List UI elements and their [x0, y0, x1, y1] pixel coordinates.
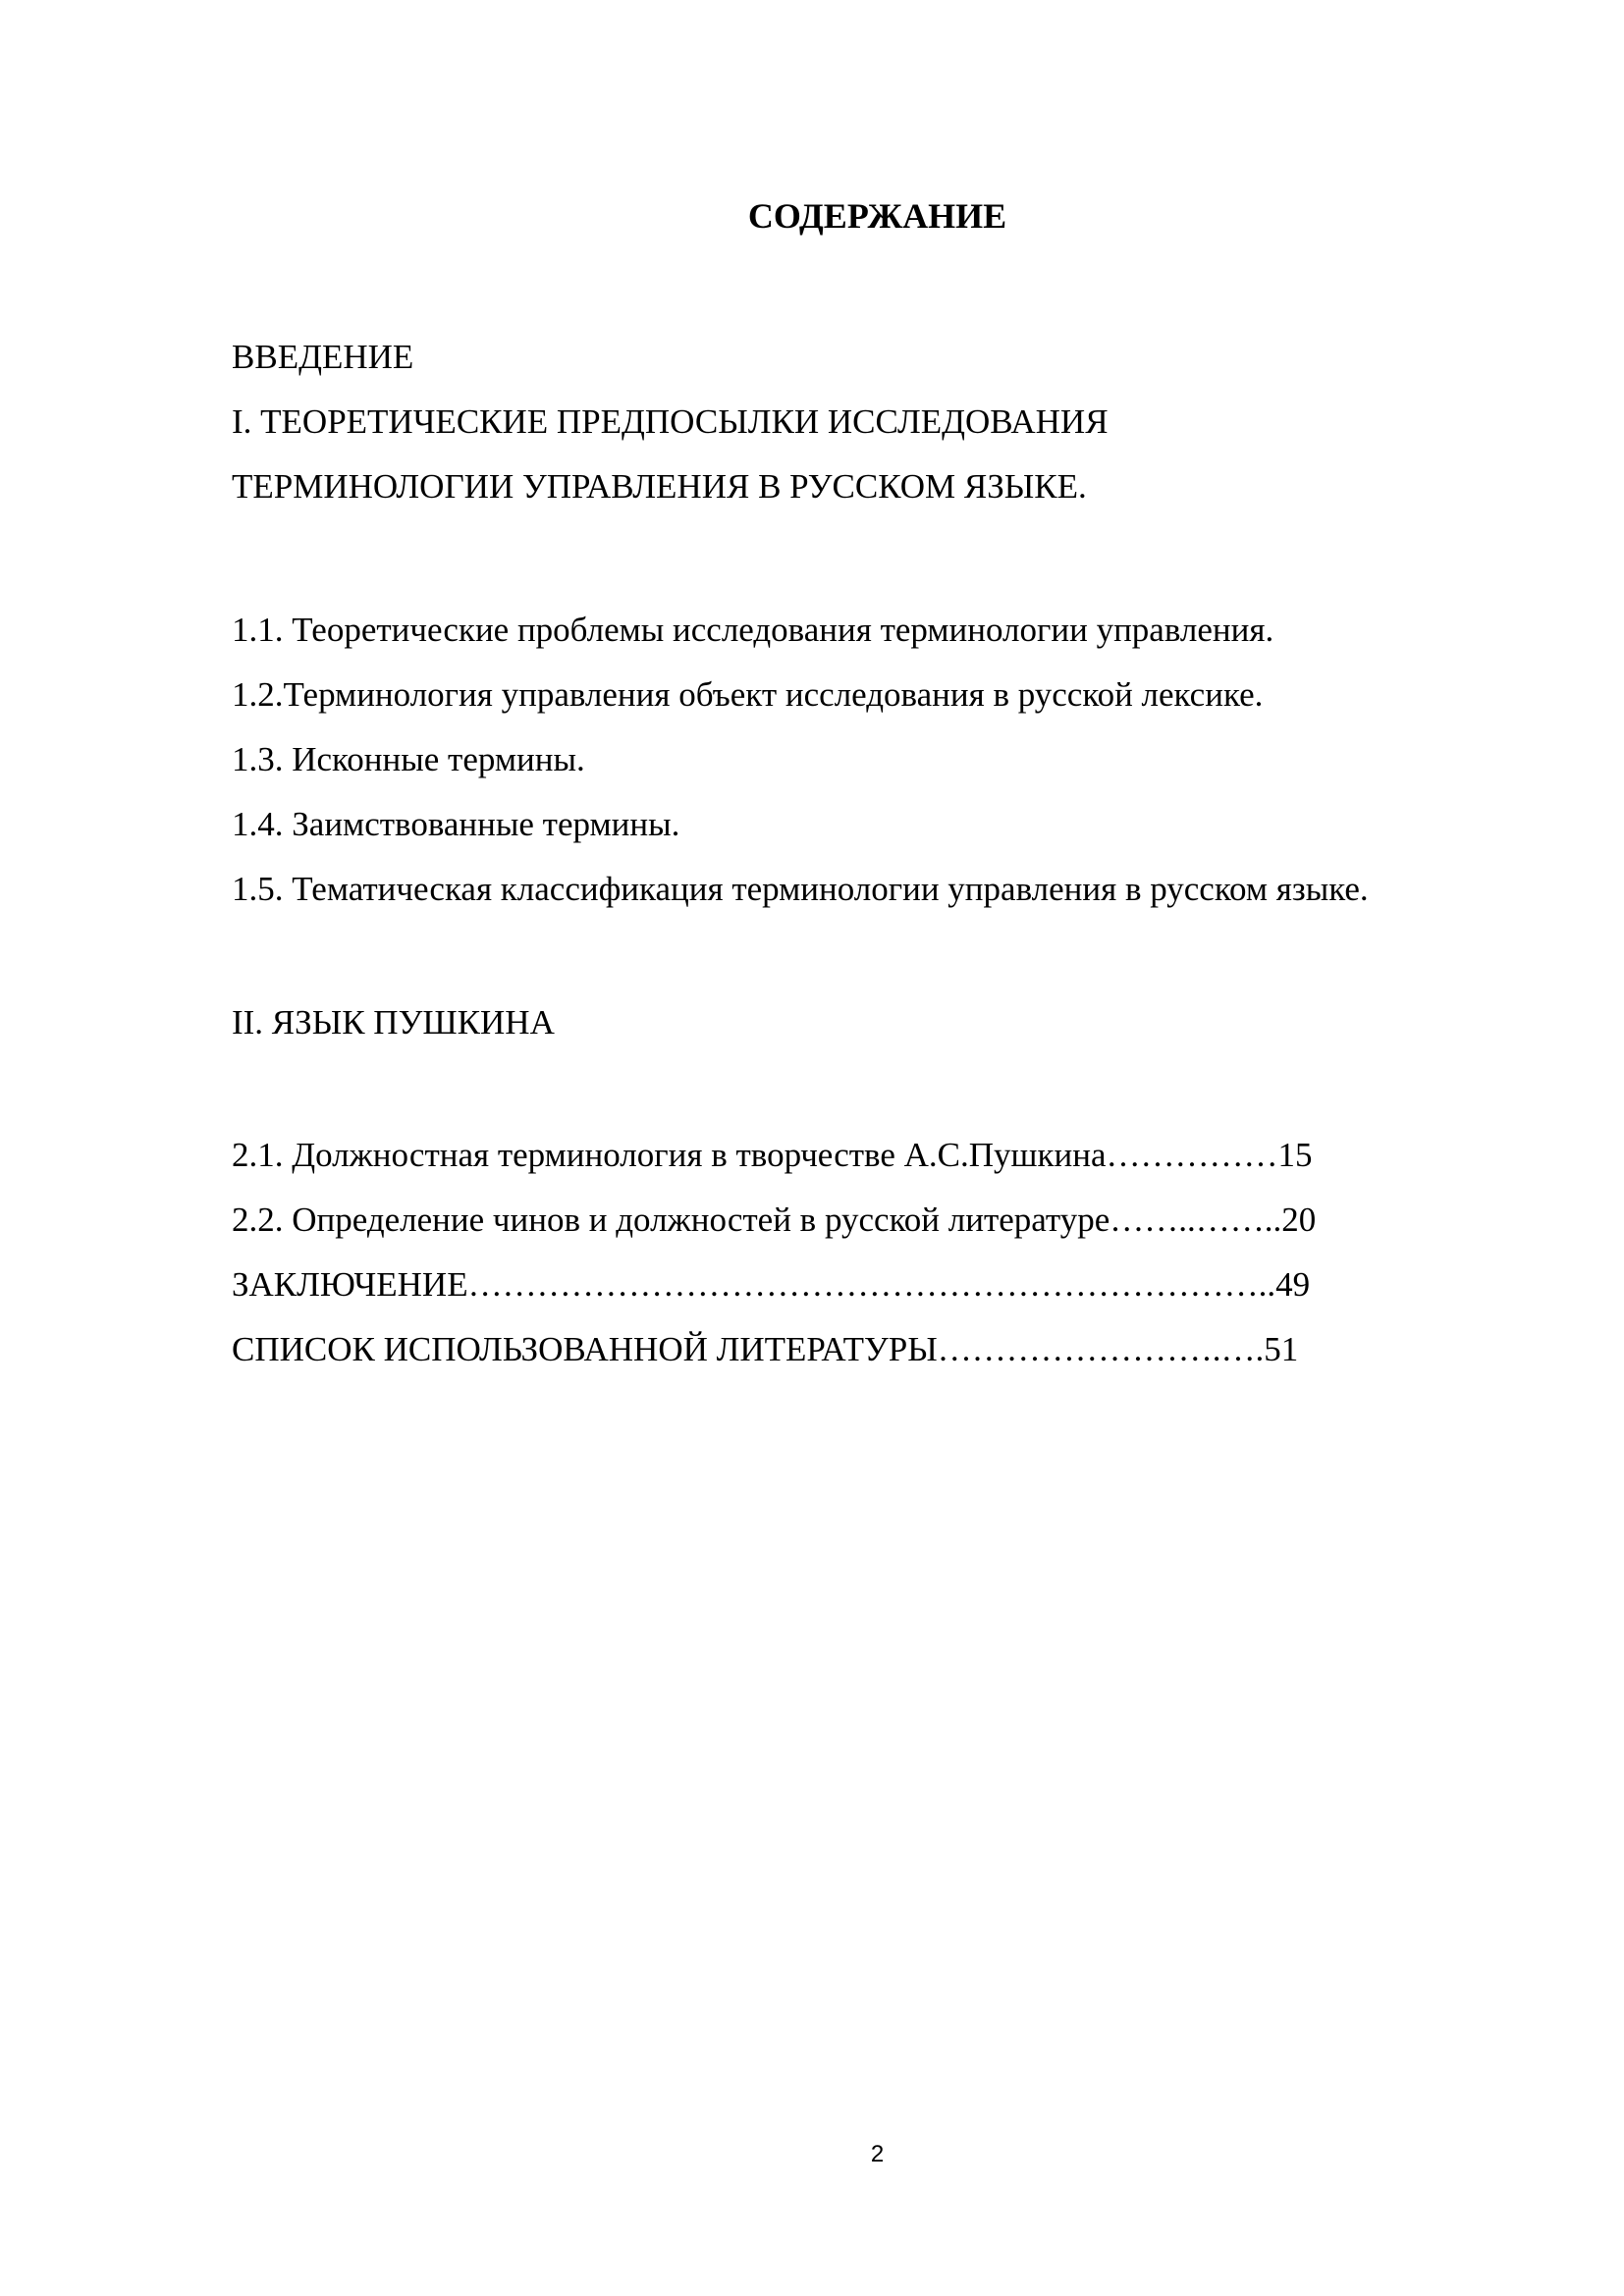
page-number: 2	[870, 2141, 885, 2167]
toc-entry-introduction: ВВЕДЕНИЕ	[232, 338, 414, 376]
toc-entry-1-1: 1.1. Теоретические проблемы исследования терминологии управления.	[232, 611, 1274, 649]
toc-entry-1-3: 1.3. Исконные термины.	[232, 740, 585, 778]
toc-entry-2-1: 2.1. Должностная терминология в творчестве А.С.Пушкина……………15	[232, 1136, 1313, 1174]
toc-entry-1-4: 1.4. Заимствованные термины.	[232, 805, 680, 843]
toc-entry-conclusion: ЗАКЛЮЧЕНИЕ……………………………………………………………..49	[232, 1265, 1311, 1304]
toc-entry-references: СПИСОК ИСПОЛЬЗОВАННОЙ ЛИТЕРАТУРЫ…………………….….51	[232, 1330, 1299, 1368]
toc-title: СОДЕРЖАНИЕ	[747, 196, 1007, 236]
toc-entry-chapter-1-line-2: ТЕРМИНОЛОГИИ УПРАВЛЕНИЯ В РУССКОМ ЯЗЫКЕ.	[232, 467, 1087, 506]
toc-entry-2-2: 2.2. Определение чинов и должностей в русской литературе……..……..20	[232, 1201, 1317, 1239]
toc-entry-chapter-1-line-1: I. ТЕОРЕТИЧЕСКИЕ ПРЕДПОСЫЛКИ ИССЛЕДОВАНИЯ	[232, 402, 1109, 441]
toc-entry-1-5: 1.5. Тематическая классификация терминологии управления в русском языке.	[232, 870, 1369, 908]
toc-entry-1-2: 1.2.Терминология управления объект исследования в русской лексике.	[232, 675, 1264, 714]
toc-entry-chapter-2: II. ЯЗЫК ПУШКИНА	[232, 1003, 555, 1041]
